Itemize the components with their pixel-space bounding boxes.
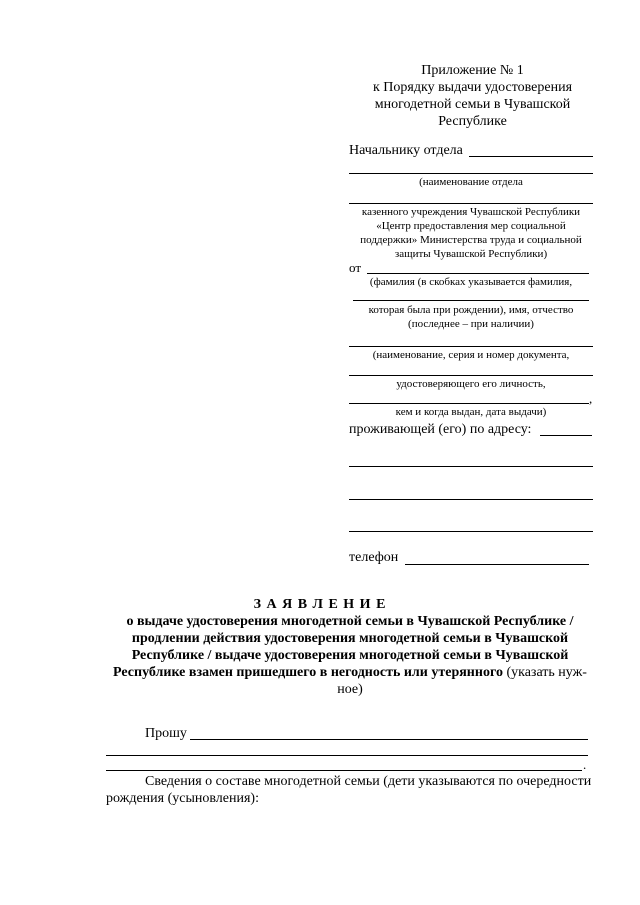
doc-line-2[interactable] (349, 375, 593, 376)
doc-line-1[interactable] (349, 346, 593, 347)
address-line-3[interactable] (349, 499, 593, 500)
appendix-header (355, 62, 590, 130)
appendix-number: Приложение № 1 (421, 63, 524, 78)
address-line-1[interactable] (540, 435, 592, 436)
name-line-2[interactable] (353, 300, 589, 301)
family-info-line-1: Сведения о составе многодетной семьи (дети указываются по очередности (145, 774, 592, 789)
institution-line-4: защиты Чувашской Республики) (394, 248, 548, 260)
family-info-line-2: рождения (усыновления): (106, 791, 259, 806)
institution-line-2: «Центр предоставления мер социальной (376, 220, 566, 232)
statement-line-4-bold: Республике взамен пришедшего в негодность или утерянного (113, 665, 503, 680)
head-label: Начальнику отдела (349, 143, 463, 158)
institution-caption (345, 205, 597, 261)
doc-comma: , (589, 391, 593, 406)
doc-caption-3: кем и когда выдан, дата выдачи) (395, 406, 547, 418)
statement-line-1: о выдаче удостоверения многодетной семьи в Чувашской Республике / (126, 614, 574, 629)
request-end-period: . (583, 757, 587, 772)
phone-line[interactable] (405, 564, 589, 565)
statement-subject (100, 613, 600, 698)
name-caption-2: которая была при рождении), имя, отчество (368, 304, 574, 316)
statement-line-4 (100, 664, 600, 681)
doc-caption-1: (наименование, серия и номер документа, (372, 349, 570, 361)
address-line-4[interactable] (349, 531, 593, 532)
statement-title: З А Я В Л Е Н И Е (253, 597, 387, 612)
statement-line-4-normal: (указать нуж- (502, 665, 587, 680)
dept-caption: (наименование отдела (419, 176, 523, 188)
doc-caption-2: удостоверяющего его личность, (396, 378, 546, 390)
address-label: проживающей (его) по адресу: (349, 422, 532, 437)
request-label: Прошу (145, 726, 187, 741)
dept-line[interactable] (349, 173, 593, 174)
institution-line-1: казенного учреждения Чувашской Республики (361, 206, 581, 218)
statement-line-2: продлении действия удостоверения многодетной семьи в Чувашской (131, 631, 569, 646)
phone-label: телефон (349, 550, 399, 565)
doc-line-3[interactable] (349, 403, 589, 404)
dept-line-2[interactable] (349, 203, 593, 204)
appendix-line-4: Республике (438, 114, 507, 129)
appendix-line-3: многодетной семьи в Чувашской (374, 97, 571, 112)
from-label: от (349, 260, 362, 275)
name-caption-3: (последнее – при наличии) (408, 318, 534, 330)
request-line-2[interactable] (106, 755, 588, 756)
appendix-line-2: к Порядку выдачи удостоверения (372, 80, 573, 95)
address-line-2[interactable] (349, 466, 593, 467)
head-blank-line[interactable] (469, 156, 593, 157)
institution-line-3: поддержки» Министерства труда и социальной (360, 234, 582, 246)
request-line-1[interactable] (190, 739, 588, 740)
statement-line-5: ное) (337, 682, 363, 697)
statement-line-3: Республике / выдаче удостоверения многодетной семьи в Чувашской (131, 648, 569, 663)
request-line-3[interactable] (106, 770, 582, 771)
from-line[interactable] (367, 273, 589, 274)
name-caption-1: (фамилия (в скобках указывается фамилия, (369, 276, 573, 288)
